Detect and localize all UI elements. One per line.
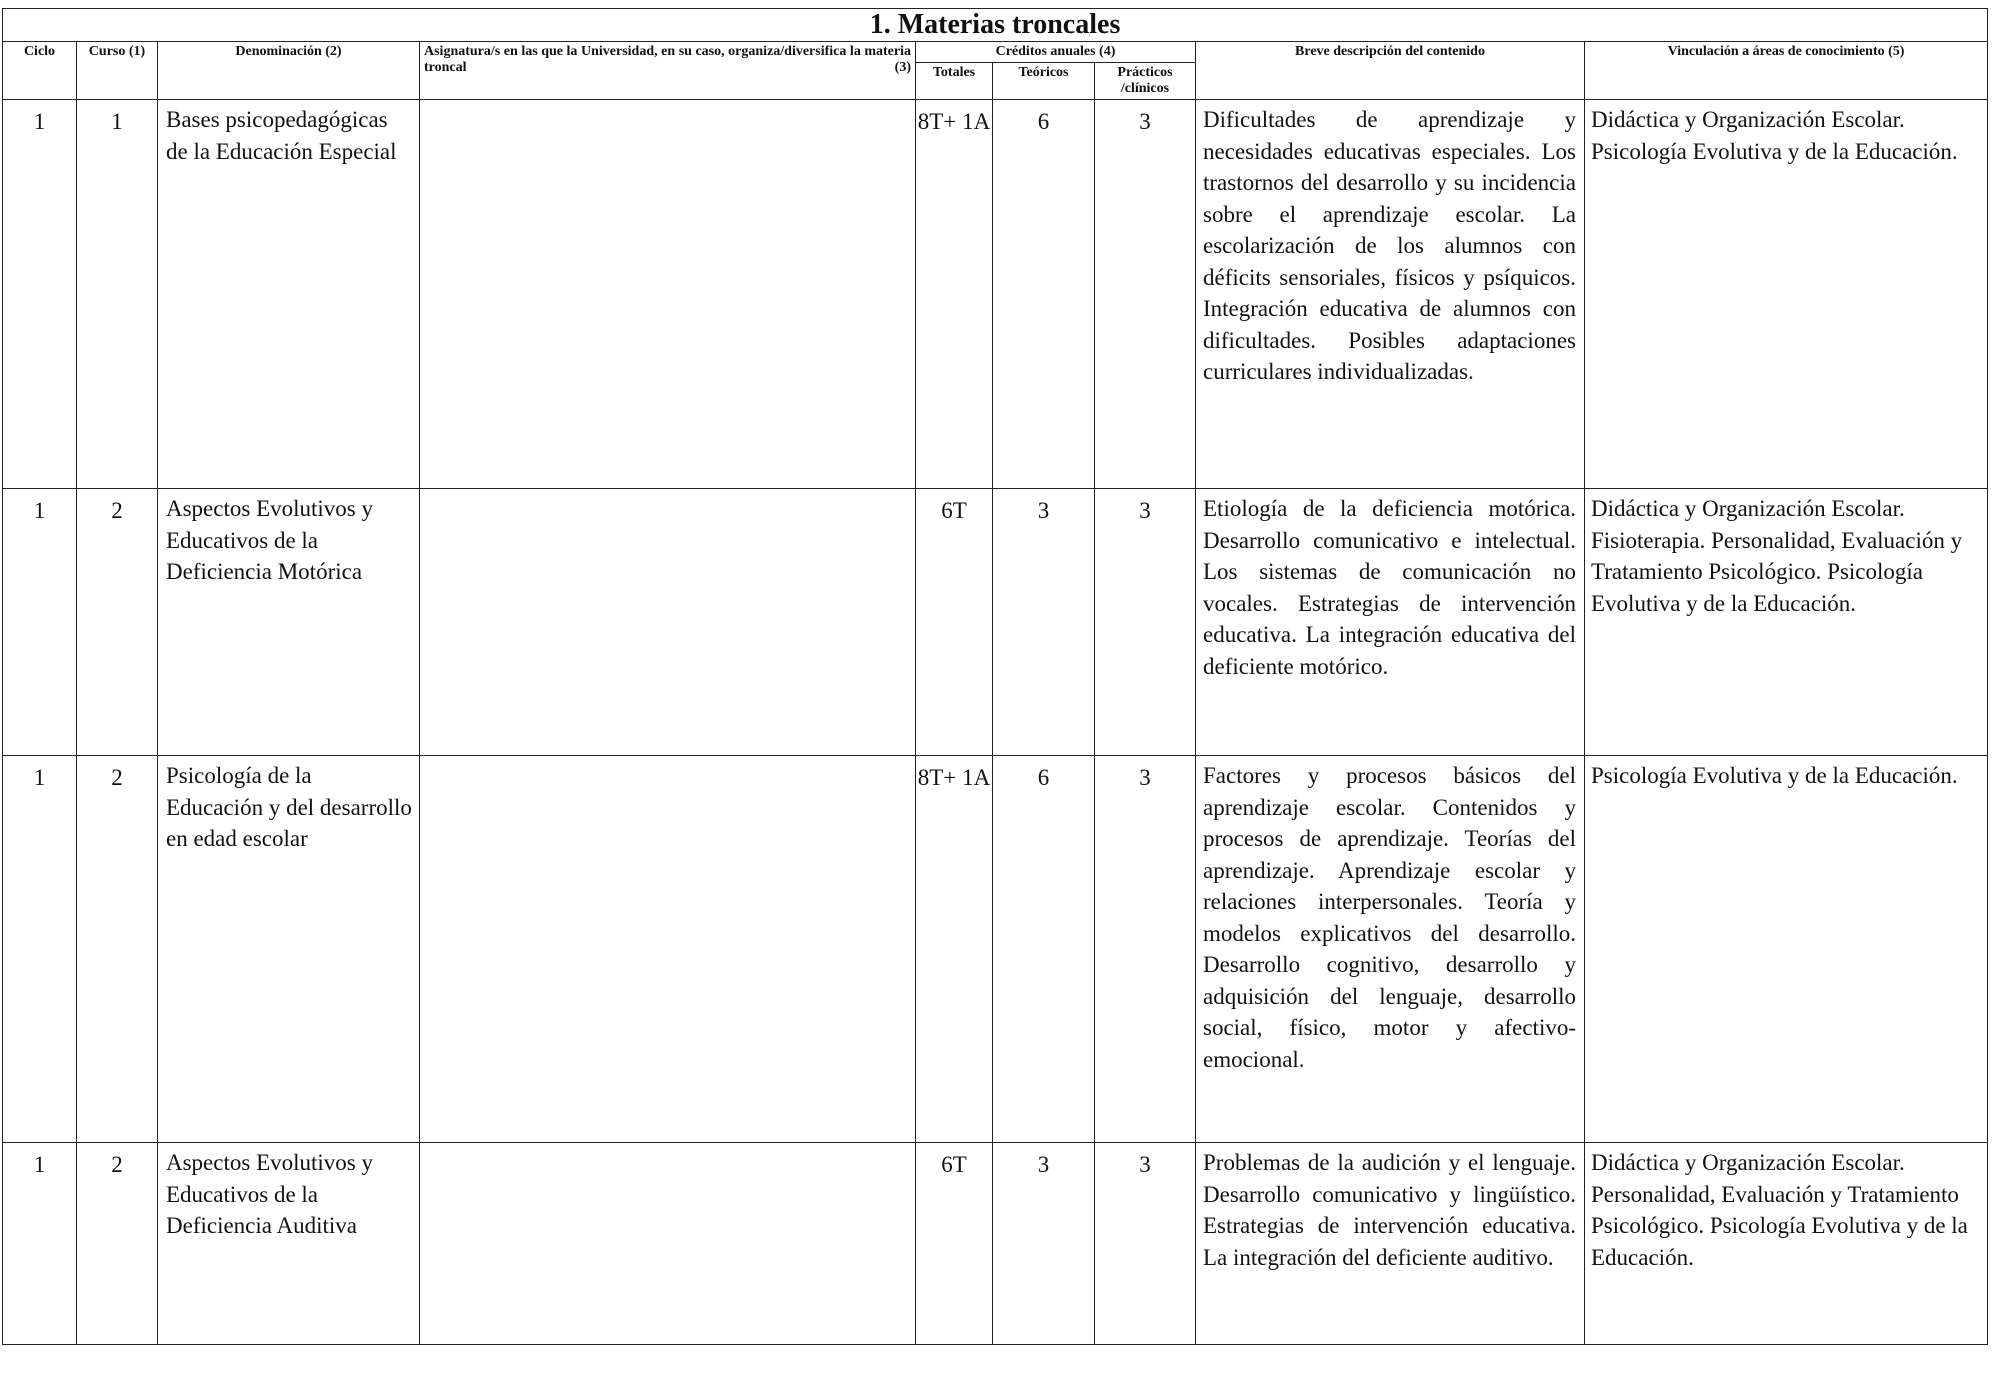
materias-troncales-table — [2, 8, 1988, 1345]
header-teoricos: Teóricos — [993, 63, 1095, 100]
cell-vinculacion: Didáctica y Organización Escolar. Fisioterapia. Personalidad, Evaluación y Tratamiento Psicológico. Psicología Evolutiva y de la Educación. — [1585, 489, 1988, 756]
cell-asignaturas — [420, 756, 916, 1143]
cell-curso: 1 — [77, 100, 158, 489]
cell-descripcion: Dificultades de aprendizaje y necesidades educativas especiales. Los trastornos del desarrollo y su incidencia sobre el aprendizaje escolar. La escolarización de los alumnos con déficits sensoriales, físicos y psíquicos. Integración educativa de alumnos con dificultades. Posibles adaptaciones curriculares individualizadas. — [1196, 100, 1585, 489]
cell-vinculacion: Didáctica y Organización Escolar. Psicología Evolutiva y de la Educación. — [1585, 100, 1988, 489]
cell-vinculacion: Didáctica y Organización Escolar. Personalidad, Evaluación y Tratamiento Psicológico. Psicología Evolutiva y de la Educación. — [1585, 1143, 1988, 1345]
cell-practicos: 3 — [1095, 489, 1196, 756]
header-totales: Totales — [916, 63, 993, 100]
cell-asignaturas — [420, 100, 916, 489]
cell-descripcion: Etiología de la deficiencia motórica. Desarrollo comunicativo e intelectual. Los sistemas de comunicación no vocales. Estrategias de intervención educativa. La integración educativa del deficiente motórico. — [1196, 489, 1585, 756]
cell-denominacion: Aspectos Evolutivos y Educativos de la Deficiencia Motórica — [158, 489, 420, 756]
cell-teoricos: 6 — [993, 100, 1095, 489]
cell-teoricos: 3 — [993, 1143, 1095, 1345]
header-creditos: Créditos anuales (4) — [916, 42, 1196, 63]
cell-curso: 2 — [77, 1143, 158, 1345]
cell-asignaturas — [420, 489, 916, 756]
header-curso: Curso (1) — [77, 42, 158, 100]
cell-vinculacion: Psicología Evolutiva y de la Educación. — [1585, 756, 1988, 1143]
cell-teoricos: 3 — [993, 489, 1095, 756]
cell-teoricos: 6 — [993, 756, 1095, 1143]
cell-totales: 8T+ 1A — [916, 756, 993, 1143]
header-asignaturas: Asignatura/s en las que la Universidad, en su caso, organiza/diversifica la materia troncal (3) — [420, 42, 916, 100]
header-descripcion: Breve descripción del contenido — [1196, 42, 1585, 100]
cell-ciclo: 1 — [3, 1143, 77, 1345]
header-practicos: Prácticos /clínicos — [1095, 63, 1196, 100]
cell-practicos: 3 — [1095, 100, 1196, 489]
table-row — [3, 489, 1988, 756]
cell-denominacion: Bases psicopedagógicas de la Educación Especial — [158, 100, 420, 489]
cell-totales: 8T+ 1A — [916, 100, 993, 489]
header-ciclo: Ciclo — [3, 42, 77, 100]
cell-ciclo: 1 — [3, 756, 77, 1143]
cell-curso: 2 — [77, 489, 158, 756]
table-title: 1. Materias troncales — [3, 9, 1988, 42]
cell-curso: 2 — [77, 756, 158, 1143]
cell-practicos: 3 — [1095, 756, 1196, 1143]
cell-descripcion: Problemas de la audición y el lenguaje. Desarrollo comunicativo y lingüístico. Estrategias de intervención educativa. La integración del deficiente auditivo. — [1196, 1143, 1585, 1345]
cell-ciclo: 1 — [3, 489, 77, 756]
table-row — [3, 100, 1988, 489]
cell-ciclo: 1 — [3, 100, 77, 489]
cell-descripcion: Factores y procesos básicos del aprendizaje escolar. Contenidos y procesos de aprendizaje. Teorías del aprendizaje. Aprendizaje escolar y relaciones interpersonales. Teoría y modelos explicativos del desarrollo. Desarrollo cognitivo, desarrollo y adquisición del lenguaje, desarrollo social, físico, motor y afectivo-emocional. — [1196, 756, 1585, 1143]
header-vinculacion: Vinculación a áreas de conocimiento (5) — [1585, 42, 1988, 100]
cell-asignaturas — [420, 1143, 916, 1345]
cell-totales: 6T — [916, 489, 993, 756]
cell-practicos: 3 — [1095, 1143, 1196, 1345]
cell-denominacion: Aspectos Evolutivos y Educativos de la Deficiencia Auditiva — [158, 1143, 420, 1345]
cell-denominacion: Psicología de la Educación y del desarrollo en edad escolar — [158, 756, 420, 1143]
table-row — [3, 1143, 1988, 1345]
cell-totales: 6T — [916, 1143, 993, 1345]
header-denominacion: Denominación (2) — [158, 42, 420, 100]
table-row — [3, 756, 1988, 1143]
